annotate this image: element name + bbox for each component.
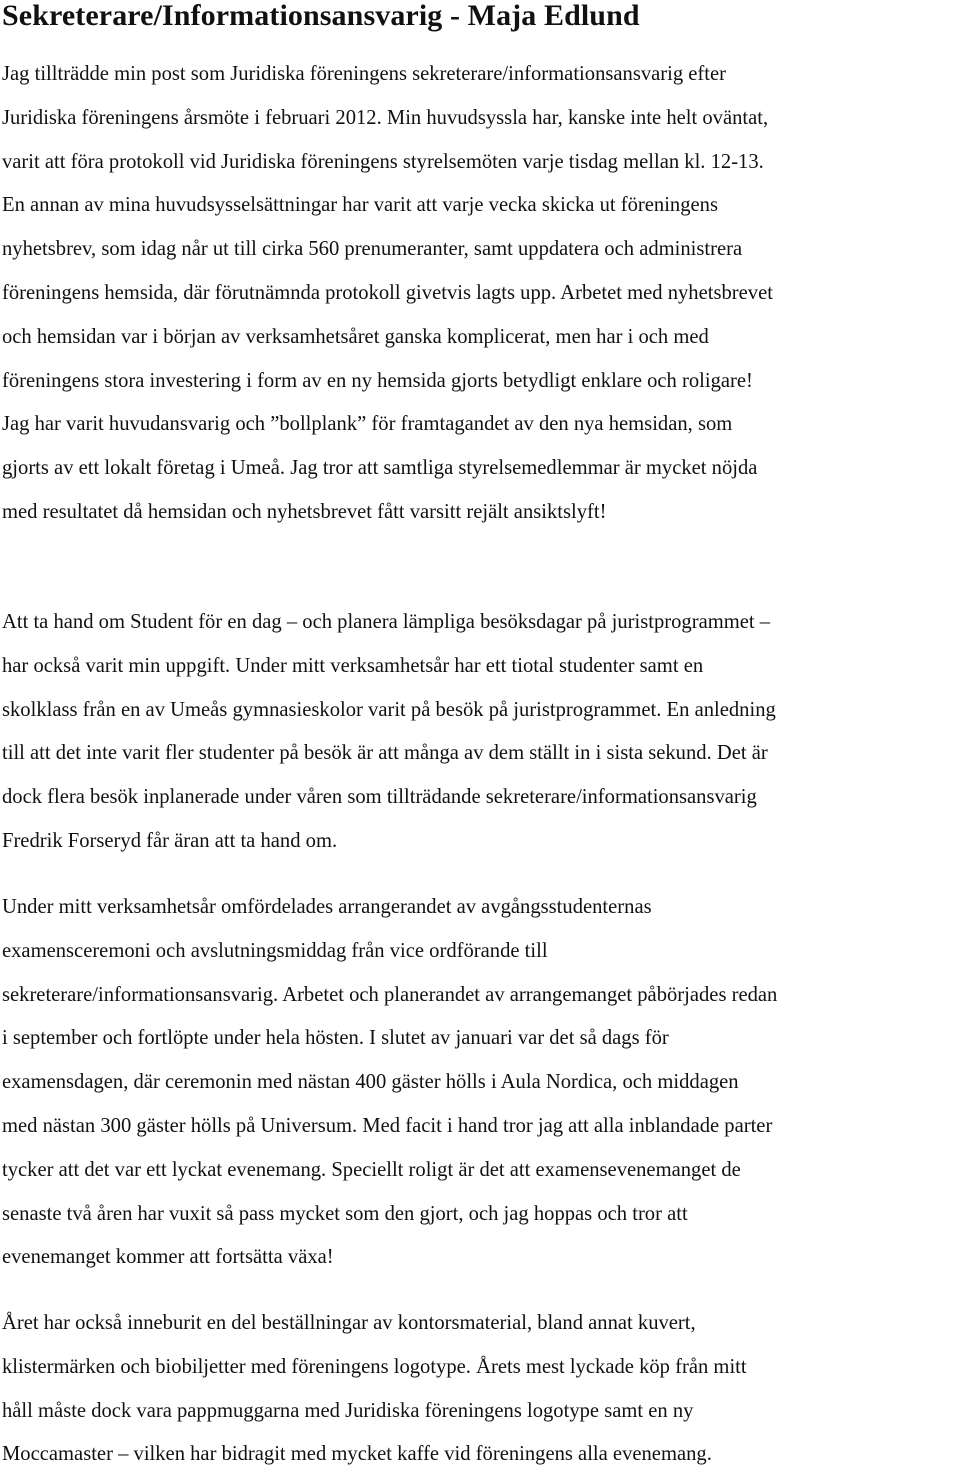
paragraph-3 — [2, 886, 777, 1280]
text-line: evenemanget kommer att fortsätta växa! — [2, 1246, 334, 1269]
text-line: Att ta hand om Student för en dag – och planera lämpliga besöksdagar på juristprogrammet – — [2, 611, 771, 633]
text-line: håll måste dock vara pappmuggarna med Juridiska föreningens logotype samt en ny — [2, 1399, 694, 1422]
text-line: Under mitt verksamhetsår omfördelades arrangerandet av avgångsstudenternas — [2, 896, 652, 918]
text-line: har också varit min uppgift. Under mitt verksamhetsår har ett tiotal studenter samt en — [2, 654, 704, 677]
paragraph-2 — [2, 601, 776, 864]
text-line: föreningens stora investering i form av en ny hemsida gjorts betydligt enklare och roligare! — [2, 369, 753, 392]
text-line: i september och fortlöpte under hela hösten. I slutet av januari var det så dags för — [2, 1027, 669, 1050]
text-line: senaste två åren har vuxit så pass mycket som den gjort, och jag hoppas och tror att — [2, 1202, 688, 1225]
text-line: Fredrik Forseryd får äran att ta hand om. — [2, 829, 338, 852]
text-line: föreningens hemsida, där förutnämnda protokoll givetvis lagts upp. Arbetet med nyhetsbrevet — [2, 281, 773, 304]
text-line: klistermärken och biobiljetter med föreningens logotype. Årets mest lyckade köp från mitt — [2, 1355, 747, 1378]
paragraph-4 — [2, 1302, 747, 1477]
text-line: sekreterare/informationsansvarig. Arbetet och planerandet av arrangemanget påbörjades redan — [2, 983, 778, 1006]
text-line: examensceremoni och avslutningsmiddag från vice ordförande till — [2, 939, 548, 962]
text-line: dock flera besök inplanerade under våren som tillträdande sekreterare/informationsansvarig — [2, 786, 757, 809]
text-line: varit att föra protokoll vid Juridiska föreningens styrelsemöten varje tisdag mellan kl. 12-13. — [2, 150, 764, 173]
document-page — [2, 0, 960, 1466]
paragraph-1 — [2, 53, 773, 535]
page-title: Sekreterare/Informationsansvarig - Maja Edlund — [2, 0, 640, 32]
text-line: Jag tillträdde min post som Juridiska föreningens sekreterare/informationsansvarig efter — [2, 63, 727, 85]
text-line: En annan av mina huvudsysselsättningar har varit att varje vecka skicka ut föreningens — [2, 194, 718, 217]
text-line: till att det inte varit fler studenter på besök är att många av dem ställt in i sista sekund. Det är — [2, 742, 768, 765]
text-line: Moccamaster – vilken har bidragit med mycket kaffe vid föreningens alla evenemang. — [2, 1443, 712, 1466]
text-line: med nästan 300 gäster hölls på Universum. Med facit i hand tror jag att alla inblandade parter — [2, 1114, 773, 1137]
text-line: Juridiska föreningens årsmöte i februari 2012. Min huvudsyssla har, kanske inte helt oväntat, — [2, 106, 769, 129]
text-line: tycker att det var ett lyckat evenemang. Speciellt roligt är det att examensevenemanget de — [2, 1158, 741, 1181]
text-line: Året har också inneburit en del beställningar av kontorsmaterial, bland annat kuvert, — [2, 1312, 696, 1334]
text-line: examensdagen, där ceremonin med nästan 400 gäster hölls i Aula Nordica, och middagen — [2, 1071, 739, 1094]
text-line: och hemsidan var i början av verksamhetsåret ganska komplicerat, men har i och med — [2, 325, 709, 348]
text-line: nyhetsbrev, som idag når ut till cirka 560 prenumeranter, samt uppdatera och administrera — [2, 238, 743, 261]
text-line: gjorts av ett lokalt företag i Umeå. Jag tror att samtliga styrelsemedlemmar är mycket nöjda — [2, 457, 758, 480]
text-line: skolklass från en av Umeås gymnasieskolor varit på besök på juristprogrammet. En anledning — [2, 698, 776, 721]
text-line: med resultatet då hemsidan och nyhetsbrevet fått varsitt rejält ansiktslyft! — [2, 500, 607, 523]
text-line: Jag har varit huvudansvarig och ”bollplank” för framtagandet av den nya hemsidan, som — [2, 413, 733, 436]
